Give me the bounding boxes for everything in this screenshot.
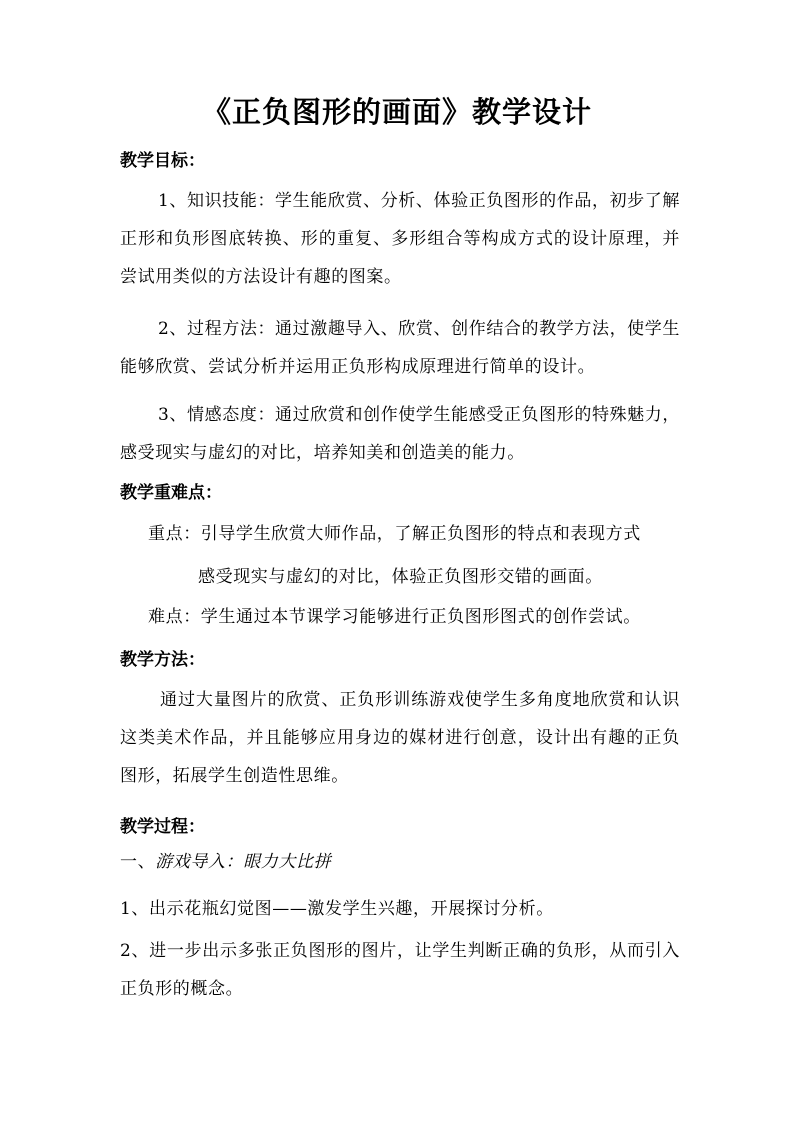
objective-emotion-paragraph: 3、情感态度：通过欣赏和创作使学生能感受正负图形的特殊魅力，感受现实与虚幻的对比，培养知美和创造美的能力。 [120,405,680,464]
document-title: 《正负图形的画面》教学设计 [201,95,592,129]
objectives-heading: 教学目标： [120,151,205,171]
key-point-line-1: 重点：引导学生欣赏大师作品，了解正负图形的特点和表现方式 [148,524,641,544]
key-points-heading: 教学重难点： [120,483,222,503]
section-1-prefix: 一、 [120,852,156,872]
process-step-2: 2、进一步出示多张正负图形的图片，让学生判断正确的负形，从而引入正负形的概念。 [120,941,680,1000]
section-1-heading [120,850,331,874]
objective-process-paragraph: 2、过程方法：通过激趣导入、欣赏、创作结合的教学方法，使学生能够欣赏、尝试分析并运用正负形构成原理进行简单的设计。 [120,319,680,378]
objective-knowledge-paragraph: 1、知识技能：学生能欣赏、分析、体验正负图形的作品，初步了解正形和负形图底转换、形的重复、多形组合等构成方式的设计原理，并尝试用类似的方法设计有趣的图案。 [120,191,680,288]
methods-heading: 教学方法： [120,650,205,670]
methods-paragraph: 通过大量图片的欣赏、正负形训练游戏使学生多角度地欣赏和认识这类美术作品，并且能够应用身边的媒材进行创意，设计出有趣的正负图形，拓展学生创造性思维。 [120,690,680,787]
process-heading: 教学过程： [120,817,205,837]
difficulty-line: 难点：学生通过本节课学习能够进行正负图形图式的创作尝试。 [148,607,641,627]
process-step-1: 1、出示花瓶幻觉图——激发学生兴趣，开展探讨分析。 [120,899,554,919]
section-1-title: 游戏导入：眼力大比拼 [155,852,332,872]
key-point-line-2: 感受现实与虚幻的对比，体验正负图形交错的画面。 [198,567,603,587]
